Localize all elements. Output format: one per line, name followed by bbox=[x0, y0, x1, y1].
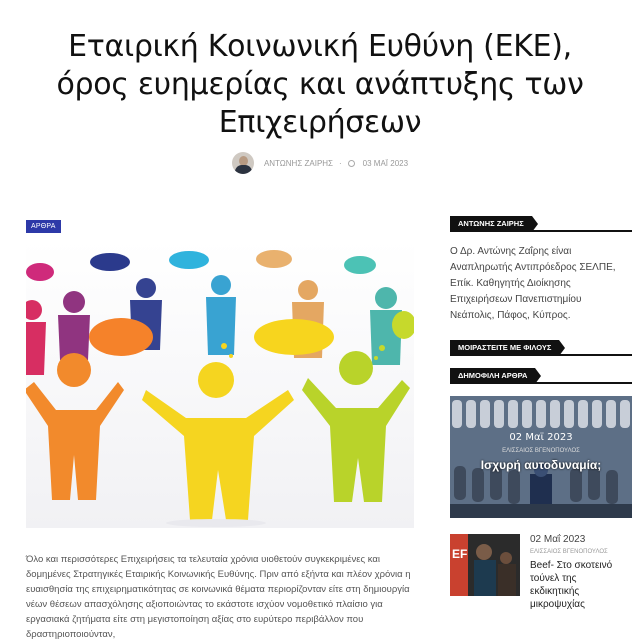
svg-text:EF: EF bbox=[452, 547, 468, 561]
author-widget-heading: ΑΝΤΩΝΗΣ ΖΑΙΡΗΣ bbox=[450, 216, 632, 232]
popular-article-item[interactable] bbox=[450, 534, 632, 624]
featured-date: 02 Μαϊ 2023 bbox=[509, 432, 573, 443]
article-thumbnail[interactable] bbox=[450, 534, 520, 596]
article-title-link[interactable]: Beef- Στο σκοτεινό τούνελ της εκδικητικής μικροψυχίας bbox=[530, 560, 613, 610]
meta-separator: · bbox=[339, 158, 342, 168]
featured-author[interactable]: ΕΛΙΣΣΑΙΟΣ ΒΓΕΝΟΠΟΥΛΟΣ bbox=[502, 448, 580, 454]
article-title: Εταιρική Κοινωνική Ευθύνη (ΕΚΕ), όρος ευημερίας και ανάπτυξης των Επιχειρήσεων bbox=[56, 29, 584, 140]
sidebar bbox=[450, 216, 632, 624]
article-date: 02 Μαΐ 2023 bbox=[530, 534, 586, 545]
article-body: Όλο και περισσότερες Επιχειρήσεις τα τελευταία χρόνια υιοθετούν συγκεκριμένες και δομημένες Στρατηγικές Εταιρικής Κοινωνικής Ευθύνης. Πριν από εξήντα και πλέον χρόνια η ευαισθησία της επιχειρηματικότητας σε κοινωνικά θέματα περιορίζονταν είτε στη δημιουργία νέων θέσεων απασχόλησης αξιοποιώντας το εκάστοτε ισχύον νομοθετικό πλαίσιο για εργασιακά ζητήματα είτε στη μεγιστοποίηση αξίας στο ευρύτερο περιβάλλον που δραστηριοποιούνταν, bbox=[26, 554, 411, 640]
article-meta bbox=[0, 152, 640, 174]
featured-thumbnail bbox=[450, 396, 632, 518]
hero-image bbox=[26, 240, 414, 528]
clock-icon bbox=[348, 160, 355, 167]
category-badge[interactable]: ΑΡΘΡΑ bbox=[26, 220, 61, 233]
author-bio: Ο Δρ. Αντώνης Ζαΐρης είναι Αναπληρωτής Αντιπρόεδρος ΣΕΛΠΕ, Επίκ. Καθηγητής Διοίκησης Επιχειρήσεων Πανεπιστημίου Νεάπολις, Πάφος, Κύπρος. bbox=[450, 246, 616, 321]
article-author[interactable]: ΕΛΙΣΣΑΙΟΣ ΒΓΕΝΟΠΟΥΛΟΣ bbox=[530, 549, 608, 555]
publish-date: 03 ΜΑΪ 2023 bbox=[362, 158, 409, 168]
author-name[interactable]: ΑΝΤΩΝΗΣ ΖΑΙΡΗΣ bbox=[263, 158, 333, 168]
share-widget-heading: ΜΟΙΡΑΣΤΕΙΤΕ ΜΕ ΦΙΛΟΥΣ bbox=[450, 340, 632, 356]
featured-title[interactable]: Ισχυρή αυτοδυναμία; bbox=[480, 458, 602, 472]
author-avatar[interactable] bbox=[232, 152, 254, 174]
popular-widget-heading: ΔΗΜΟΦΙΛΗ ΑΡΘΡΑ bbox=[450, 368, 632, 384]
popular-article-featured[interactable] bbox=[450, 396, 632, 518]
